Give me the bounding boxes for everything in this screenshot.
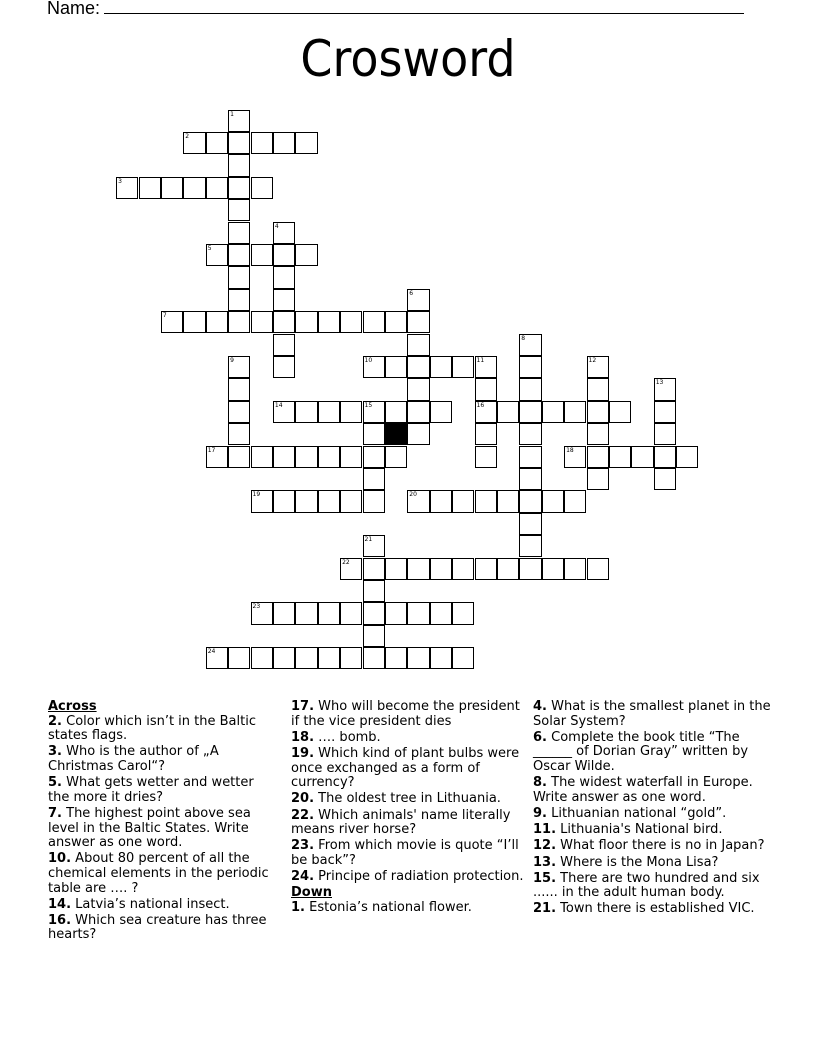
grid-cell[interactable] xyxy=(183,177,205,199)
grid-cell[interactable] xyxy=(497,401,519,423)
grid-cell[interactable] xyxy=(273,490,295,512)
clue-down-8: 8. The widest waterfall in Europe. Write answer as one word. xyxy=(533,775,753,805)
grid-cell[interactable] xyxy=(676,446,698,468)
grid-cell[interactable] xyxy=(318,602,340,624)
grid-cell[interactable] xyxy=(587,401,609,423)
grid-cell[interactable] xyxy=(407,311,429,333)
grid-cell[interactable] xyxy=(497,558,519,580)
grid-cell[interactable] xyxy=(251,602,273,624)
grid-cell[interactable] xyxy=(363,311,385,333)
grid-cell[interactable] xyxy=(587,378,609,400)
grid-cell[interactable] xyxy=(340,401,362,423)
grid-cell[interactable] xyxy=(273,356,295,378)
grid-cell[interactable] xyxy=(251,244,273,266)
grid-cell[interactable] xyxy=(407,356,429,378)
clue-number: 14 xyxy=(274,401,283,409)
grid-cell[interactable] xyxy=(251,446,273,468)
grid-cell[interactable] xyxy=(654,378,676,400)
grid-cell[interactable] xyxy=(519,401,541,423)
grid-cell[interactable] xyxy=(228,266,250,288)
clue-down-9: 9. Lithuanian national “gold”. xyxy=(533,805,727,821)
grid-cell[interactable] xyxy=(519,378,541,400)
grid-cell[interactable] xyxy=(654,401,676,423)
clue-across-24: 24. Principe of radiation protection. xyxy=(291,869,524,885)
grid-cell[interactable] xyxy=(228,110,250,132)
grid-cell[interactable] xyxy=(430,602,452,624)
grid-cell[interactable] xyxy=(542,558,564,580)
grid-cell[interactable] xyxy=(564,490,586,512)
grid-cell[interactable] xyxy=(228,378,250,400)
clues-column-3 xyxy=(533,700,773,919)
clue-across-16: 16. Which sea creature has three hearts? xyxy=(48,912,267,943)
clue-number: 7 xyxy=(162,312,167,320)
grid-cell[interactable] xyxy=(273,222,295,244)
clue-down-12: 12. What floor there is no in Japan? xyxy=(533,838,765,854)
grid-cell[interactable] xyxy=(654,468,676,490)
grid-cell[interactable] xyxy=(206,647,228,669)
grid-cell[interactable] xyxy=(295,602,317,624)
grid-cell[interactable] xyxy=(295,132,317,154)
grid-cell[interactable] xyxy=(251,490,273,512)
clue-number: 8 xyxy=(521,334,526,342)
grid-cell[interactable] xyxy=(385,647,407,669)
clue-number: 6 xyxy=(409,289,414,297)
grid-cell[interactable] xyxy=(273,602,295,624)
grid-cell[interactable] xyxy=(475,558,497,580)
grid-cell[interactable] xyxy=(183,132,205,154)
grid-cell[interactable] xyxy=(295,490,317,512)
grid-cell[interactable] xyxy=(385,602,407,624)
grid-cell[interactable] xyxy=(407,334,429,356)
grid-cell[interactable] xyxy=(273,132,295,154)
grid-cell[interactable] xyxy=(385,401,407,423)
clue-number: 3 xyxy=(118,177,122,185)
clue-number: 13 xyxy=(655,379,664,387)
grid-cell[interactable] xyxy=(295,401,317,423)
grid-cell[interactable] xyxy=(519,446,541,468)
grid-cell[interactable] xyxy=(363,647,385,669)
grid-cell[interactable] xyxy=(587,558,609,580)
black-cell xyxy=(385,423,407,445)
grid-cell[interactable] xyxy=(363,468,385,490)
grid-cell[interactable] xyxy=(273,334,295,356)
grid-cell[interactable] xyxy=(430,647,452,669)
clue-across-18: 18. …. bomb. xyxy=(291,729,381,745)
grid-cell[interactable] xyxy=(340,311,362,333)
grid-cell[interactable] xyxy=(273,244,295,266)
clue-number: 11 xyxy=(476,356,485,364)
grid-cell[interactable] xyxy=(318,311,340,333)
clue-number: 24 xyxy=(207,648,216,656)
grid-cell[interactable] xyxy=(452,647,474,669)
grid-cell[interactable] xyxy=(116,177,138,199)
grid-cell[interactable] xyxy=(519,513,541,535)
clue-down-1: 1. Estonia’s national flower. xyxy=(291,899,472,915)
grid-cell[interactable] xyxy=(452,490,474,512)
grid-cell[interactable] xyxy=(519,490,541,512)
clue-number: 1 xyxy=(230,110,234,118)
clue-number: 12 xyxy=(588,356,597,364)
grid-cell[interactable] xyxy=(475,401,497,423)
grid-cell[interactable] xyxy=(475,378,497,400)
grid-cell[interactable] xyxy=(251,132,273,154)
clue-across-19: 19. Which kind of plant bulbs were once exchanged as a form of currency? xyxy=(291,745,520,791)
grid-cell[interactable] xyxy=(206,446,228,468)
grid-cell[interactable] xyxy=(363,356,385,378)
grid-cell[interactable] xyxy=(228,177,250,199)
grid-cell[interactable] xyxy=(228,132,250,154)
grid-cell[interactable] xyxy=(228,154,250,176)
across-heading: Across xyxy=(48,699,97,714)
grid-cell[interactable] xyxy=(228,647,250,669)
clue-across-2: 2. Color which isn’t in the Baltic states flags. xyxy=(48,713,256,744)
grid-cell[interactable] xyxy=(161,311,183,333)
grid-cell[interactable] xyxy=(519,558,541,580)
grid-cell[interactable] xyxy=(228,401,250,423)
grid-cell[interactable] xyxy=(407,490,429,512)
grid-cell[interactable] xyxy=(385,558,407,580)
grid-cell[interactable] xyxy=(542,490,564,512)
grid-cell[interactable] xyxy=(251,647,273,669)
grid-cell[interactable] xyxy=(564,446,586,468)
clue-across-7: 7. The highest point above sea level in the Baltic States. Write answer as one word. xyxy=(48,805,251,851)
clue-number: 10 xyxy=(364,356,373,364)
grid-cell[interactable] xyxy=(228,289,250,311)
clue-number: 18 xyxy=(566,446,574,454)
name-label: Name: xyxy=(47,0,101,18)
grid-cell[interactable] xyxy=(363,401,385,423)
grid-cell[interactable] xyxy=(228,199,250,221)
grid-cell[interactable] xyxy=(430,401,452,423)
page-title: Crosword xyxy=(300,30,516,88)
clue-down-15: 15. There are two hundred and six ...... in the adult human body. xyxy=(533,870,760,901)
grid-cell[interactable] xyxy=(273,647,295,669)
grid-cell[interactable] xyxy=(609,446,631,468)
clue-across-5: 5. What gets wetter and wetter the more it dries? xyxy=(48,775,254,805)
grid-cell[interactable] xyxy=(519,356,541,378)
clue-number: 17 xyxy=(207,446,216,454)
clue-across-20: 20. The oldest tree in Lithuania. xyxy=(291,791,501,807)
grid-cell[interactable] xyxy=(363,558,385,580)
grid-cell[interactable] xyxy=(587,446,609,468)
clue-across-3: 3. Who is the author of „A Christmas Carol“? xyxy=(48,744,219,774)
clue-across-14: 14. Latvia’s national insect. xyxy=(48,896,230,912)
clue-number: 19 xyxy=(252,491,261,499)
clue-number: 5 xyxy=(207,244,212,252)
clue-down-4: 4. What is the smallest planet in the Solar System? xyxy=(533,699,771,729)
grid-cell[interactable] xyxy=(363,535,385,557)
grid-cell[interactable] xyxy=(631,446,653,468)
grid-cell[interactable] xyxy=(407,289,429,311)
grid-cell[interactable] xyxy=(385,311,407,333)
clue-number: 2 xyxy=(185,132,190,140)
grid-cell[interactable] xyxy=(273,289,295,311)
grid-cell[interactable] xyxy=(587,356,609,378)
grid-cell[interactable] xyxy=(318,401,340,423)
grid-cell[interactable] xyxy=(475,490,497,512)
grid-cell[interactable] xyxy=(340,490,362,512)
grid-cell[interactable] xyxy=(206,311,228,333)
grid-cell[interactable] xyxy=(340,558,362,580)
grid-cell[interactable] xyxy=(340,602,362,624)
grid-cell[interactable] xyxy=(363,446,385,468)
clue-number: 16 xyxy=(476,401,485,409)
grid-cell[interactable] xyxy=(654,446,676,468)
grid-cell[interactable] xyxy=(609,401,631,423)
grid-cell[interactable] xyxy=(295,244,317,266)
grid-cell[interactable] xyxy=(497,490,519,512)
grid-cell[interactable] xyxy=(228,356,250,378)
grid-cell[interactable] xyxy=(206,177,228,199)
clue-down-13: 13. Where is the Mona Lisa? xyxy=(533,854,719,870)
clue-across-17: 17. Who will become the president if the vice president dies xyxy=(291,699,520,729)
grid-cell[interactable] xyxy=(273,401,295,423)
grid-cell[interactable] xyxy=(295,311,317,333)
clue-number: 4 xyxy=(274,222,279,230)
grid-cell[interactable] xyxy=(385,356,407,378)
grid-cell[interactable] xyxy=(452,356,474,378)
grid-cell[interactable] xyxy=(206,244,228,266)
grid-cell[interactable] xyxy=(273,266,295,288)
grid-cell[interactable] xyxy=(475,423,497,445)
down-heading: Down xyxy=(291,885,332,901)
clue-across-10: 10. About 80 percent of all the chemical elements in the periodic table are …. ? xyxy=(48,851,269,896)
clue-across-22: 22. Which animals' name literally means river horse? xyxy=(291,807,511,838)
grid-cell[interactable] xyxy=(542,401,564,423)
clue-number: 20 xyxy=(409,491,417,499)
grid-cell[interactable] xyxy=(273,446,295,468)
grid-cell[interactable] xyxy=(295,647,317,669)
clue-number: 9 xyxy=(230,356,234,364)
grid-cell[interactable] xyxy=(363,423,385,445)
grid-cell[interactable] xyxy=(228,244,250,266)
clues-column-2 xyxy=(291,700,531,917)
grid-cell[interactable] xyxy=(430,490,452,512)
clue-number: 22 xyxy=(342,558,350,566)
clue-number: 15 xyxy=(364,401,373,409)
grid-cell[interactable] xyxy=(228,311,250,333)
grid-cell[interactable] xyxy=(587,468,609,490)
grid-cell[interactable] xyxy=(363,580,385,602)
grid-cell[interactable] xyxy=(273,311,295,333)
grid-cell[interactable] xyxy=(340,647,362,669)
grid-cell[interactable] xyxy=(519,423,541,445)
grid-cell[interactable] xyxy=(407,401,429,423)
clue-number: 21 xyxy=(364,536,373,544)
grid-cell[interactable] xyxy=(654,423,676,445)
clues-column-1 xyxy=(48,700,278,945)
grid-cell[interactable] xyxy=(564,401,586,423)
clue-number: 23 xyxy=(252,603,261,611)
grid-cell[interactable] xyxy=(161,177,183,199)
grid-cell[interactable] xyxy=(363,602,385,624)
grid-cell[interactable] xyxy=(407,423,429,445)
grid-cell[interactable] xyxy=(475,356,497,378)
grid-cell[interactable] xyxy=(452,602,474,624)
grid-cell[interactable] xyxy=(318,446,340,468)
grid-cell[interactable] xyxy=(318,647,340,669)
grid-cell[interactable] xyxy=(385,446,407,468)
grid-cell[interactable] xyxy=(407,647,429,669)
grid-cell[interactable] xyxy=(228,222,250,244)
clue-down-21: 21. Town there is established VIC. xyxy=(533,901,755,917)
grid-cell[interactable] xyxy=(519,334,541,356)
clue-down-11: 11. Lithuania's National bird. xyxy=(533,822,723,838)
grid-cell[interactable] xyxy=(228,423,250,445)
grid-cell[interactable] xyxy=(519,535,541,557)
grid-cell[interactable] xyxy=(452,558,474,580)
grid-cell[interactable] xyxy=(340,446,362,468)
grid-cell[interactable] xyxy=(564,558,586,580)
grid-cell[interactable] xyxy=(363,490,385,512)
grid-cell[interactable] xyxy=(251,311,273,333)
clue-down-6: 6. Complete the book title “The ______ of Dorian Gray” written by Oscar Wilde. xyxy=(533,729,749,774)
grid-cell[interactable] xyxy=(206,132,228,154)
grid-cell[interactable] xyxy=(430,558,452,580)
grid-cell[interactable] xyxy=(519,468,541,490)
grid-cell[interactable] xyxy=(430,356,452,378)
grid-cell[interactable] xyxy=(407,378,429,400)
clue-across-23: 23. From which movie is quote “I’ll be back”? xyxy=(291,838,519,868)
grid-cell[interactable] xyxy=(363,625,385,647)
grid-cell[interactable] xyxy=(228,446,250,468)
grid-cell[interactable] xyxy=(251,177,273,199)
grid-cell[interactable] xyxy=(318,490,340,512)
grid-cell[interactable] xyxy=(475,446,497,468)
grid-cell[interactable] xyxy=(587,423,609,445)
grid-cell[interactable] xyxy=(183,311,205,333)
grid-cell[interactable] xyxy=(295,446,317,468)
grid-cell[interactable] xyxy=(407,558,429,580)
grid-cell[interactable] xyxy=(407,602,429,624)
grid-cell[interactable] xyxy=(139,177,161,199)
